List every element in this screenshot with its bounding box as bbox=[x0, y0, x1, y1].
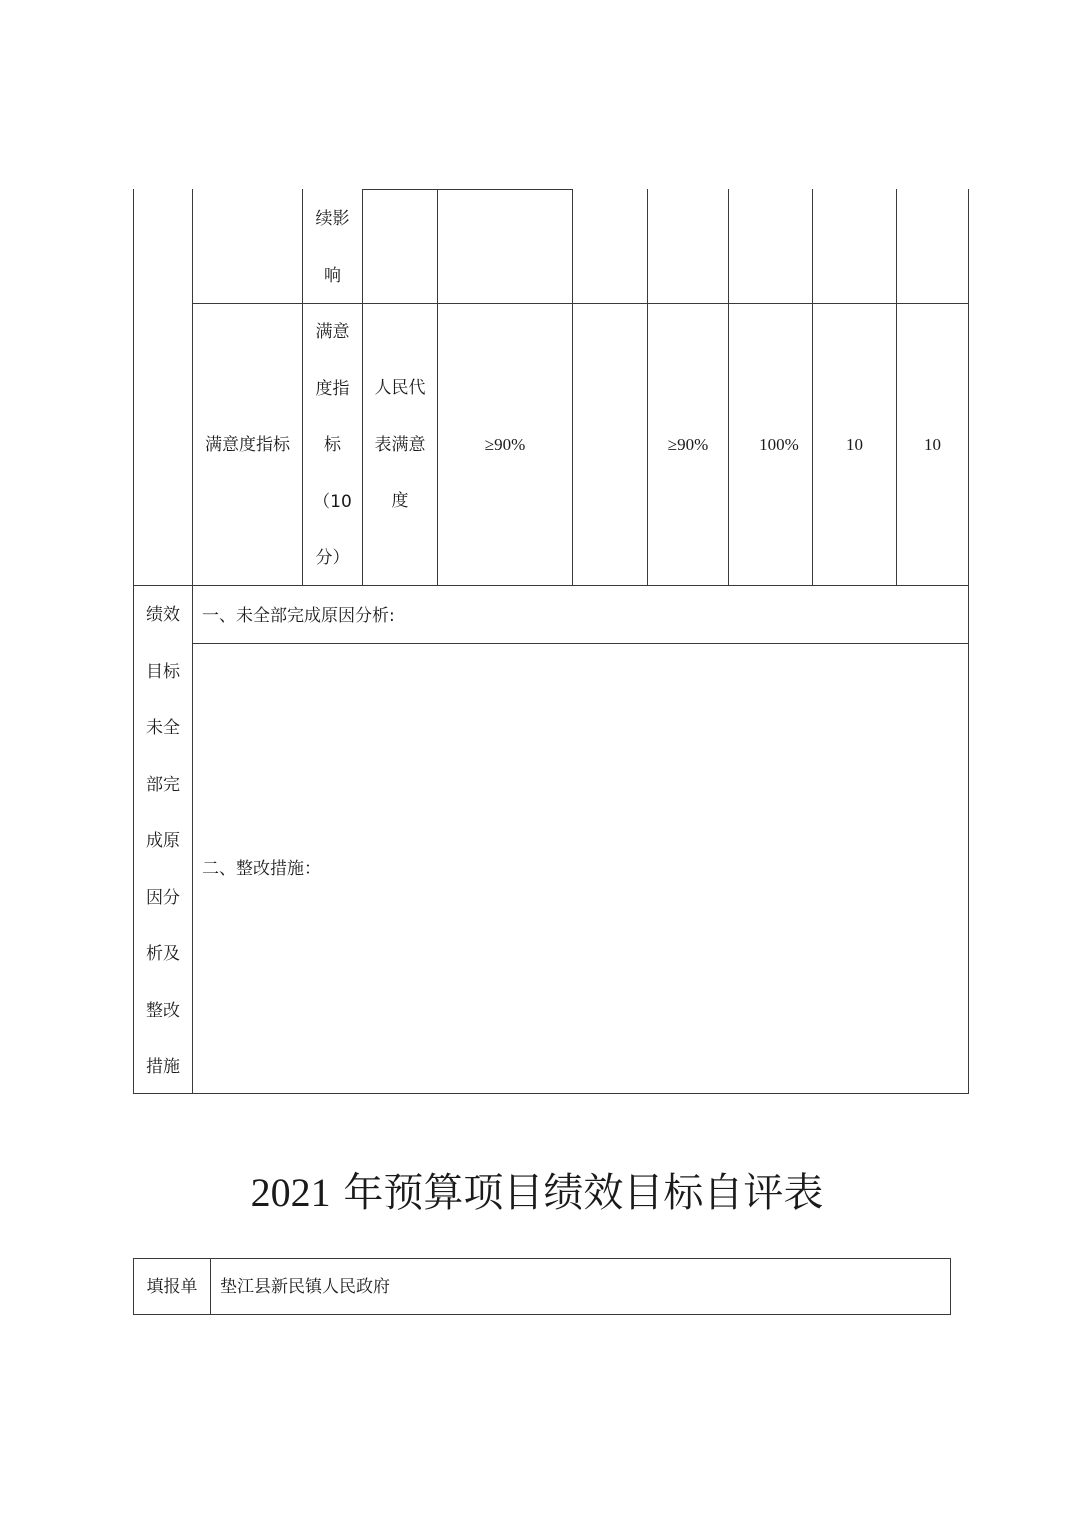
analysis-label-line-3: 未全 bbox=[146, 718, 180, 738]
row2-subcategory-line-5: 分） bbox=[315, 548, 350, 568]
row2-subcategory-cell bbox=[303, 304, 362, 587]
bottom-table-right-border bbox=[950, 1258, 951, 1315]
reason-analysis-label: 一、未全部完成原因分析: bbox=[202, 606, 395, 626]
row1-subcategory-line-2: 响 bbox=[324, 265, 341, 286]
row2-indicator-cell bbox=[363, 360, 437, 530]
grid-line-col1 bbox=[192, 189, 193, 1094]
grid-line-row2-bottom bbox=[133, 585, 969, 586]
row2-subcategory-line-4: （10 bbox=[313, 491, 352, 512]
row2-subcategory-line-2: 度指 bbox=[315, 378, 350, 399]
grid-line-col7 bbox=[728, 189, 729, 586]
grid-line-col4 bbox=[437, 189, 438, 586]
bottom-table-bottom-border bbox=[133, 1314, 951, 1315]
row1-subcategory-line-1: 续影 bbox=[315, 209, 350, 229]
analysis-label-line-7: 析及 bbox=[146, 944, 180, 964]
analysis-label-line-6: 因分 bbox=[146, 887, 180, 908]
analysis-label-line-5: 成原 bbox=[146, 831, 180, 851]
grid-line-analysis-divider bbox=[192, 643, 969, 644]
grid-line-col6 bbox=[647, 189, 648, 586]
grid-line-right-border bbox=[968, 189, 969, 1094]
grid-line-col9 bbox=[896, 189, 897, 586]
grid-line-col8 bbox=[812, 189, 813, 586]
row2-category-cell: 满意度指标 bbox=[205, 435, 290, 455]
analysis-label-line-4: 部完 bbox=[146, 774, 180, 795]
analysis-label-line-9: 措施 bbox=[146, 1057, 180, 1077]
grid-line-col5 bbox=[572, 189, 573, 586]
page-title-year: 2021 bbox=[250, 1170, 331, 1215]
row1-subcategory-cell bbox=[303, 191, 362, 304]
row2-annual-target-cell: ≥90% bbox=[484, 435, 526, 454]
row2-actual-value-cell: ≥90% bbox=[667, 435, 709, 454]
bottom-table-top-border bbox=[133, 1258, 951, 1259]
row2-weight-cell: 10 bbox=[846, 435, 863, 454]
page-title bbox=[0, 1165, 1074, 1221]
row2-indicator-line-2: 表满意 bbox=[374, 434, 426, 455]
row2-subcategory-line-3: 标 bbox=[324, 435, 341, 455]
rectification-measures-label: 二、整改措施： bbox=[202, 859, 321, 879]
row2-score-cell: 10 bbox=[924, 435, 941, 454]
reporting-unit-value: 垫江县新民镇人民政府 bbox=[220, 1277, 390, 1297]
row2-subcategory-line-1: 满意 bbox=[315, 322, 350, 342]
row2-completion-rate-cell: 100% bbox=[759, 435, 799, 454]
bottom-table-divider bbox=[210, 1258, 211, 1315]
row2-indicator-line-3: 度 bbox=[391, 491, 409, 511]
row2-indicator-line-1: 人民代 bbox=[374, 378, 426, 398]
analysis-label-line-2: 目标 bbox=[146, 661, 180, 682]
analysis-label-line-1: 绩效 bbox=[146, 605, 180, 625]
page-title-text: 年预算项目绩效目标自评表 bbox=[343, 1170, 824, 1216]
reporting-unit-label: 填报单 bbox=[146, 1277, 198, 1297]
grid-line-row1-top bbox=[362, 189, 572, 190]
analysis-left-label bbox=[134, 587, 192, 1096]
analysis-label-line-8: 整改 bbox=[146, 1000, 180, 1021]
grid-line-table-bottom bbox=[133, 1093, 969, 1094]
